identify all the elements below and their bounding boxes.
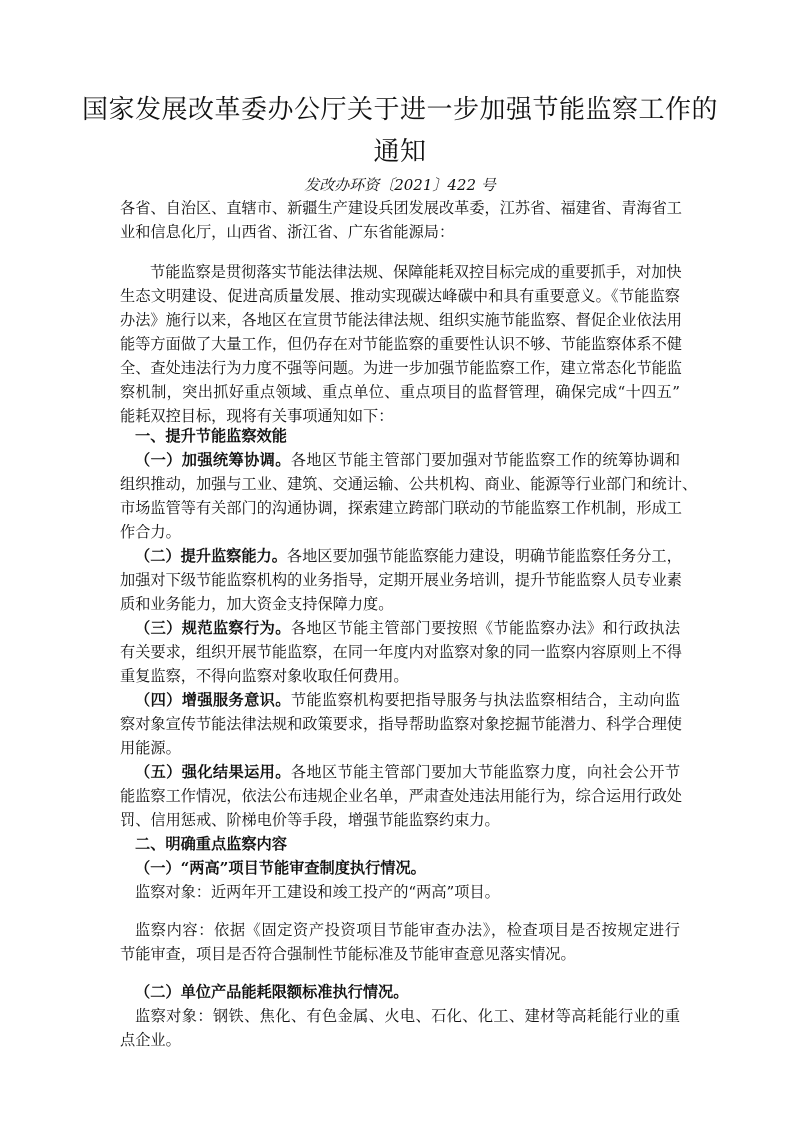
subsection-2-1-heading: （一）“两高”项目节能审查制度执行情况。: [135, 859, 426, 877]
document-title-line-1: 国家发展改革委办公厅关于进一步加强节能监察工作的: [81, 95, 718, 125]
intro-line: 办法》施行以来，各地区在宣贯节能法律法规、组织实施节能监察、督促企业依法用: [120, 311, 682, 329]
paragraph-line: 有关要求，组织开展节能监察，在同一年度内对监察对象的同一监察内容原则上不得: [120, 643, 682, 661]
subsection-heading: （二）提升监察能力。: [135, 547, 287, 565]
inspection-object-line: 点企业。: [120, 1031, 181, 1049]
document-title-line-2: 通知: [373, 137, 427, 167]
intro-line: 生态文明建设、促进高质量发展、推动实现碳达峰碳中和具有重要意义。《节能监察: [120, 287, 680, 305]
intro-line: 节能监察是贯彻落实节能法律法规、保障能耗双控目标完成的重要抓手，对加快: [150, 263, 682, 281]
paragraph-text: 各地区节能主管部门要加大节能监察力度，向社会公开节: [290, 763, 681, 781]
intro-line: 察机制，突出抓好重点领域、重点单位、重点项目的监督管理，确保完成“十四五”: [120, 383, 680, 401]
paragraph-text: 各地区节能主管部门要按照《节能监察办法》和行政执法: [290, 619, 681, 637]
paragraph-line: 加强对下级节能监察机构的业务指导，定期开展业务培训，提升节能监察人员专业素: [120, 571, 682, 589]
paragraph-1-2-first-line: [135, 544, 680, 568]
paragraph-line: 能监察工作情况，依法公布违规企业名单，严肃查处违法用能行为，综合运用行政处: [120, 787, 682, 805]
inspection-content-line: 监察内容：依据《固定资产投资项目节能审查办法》，检查项目是否按规定进行: [135, 921, 680, 939]
intro-line: 能等方面做了大量工作，但仍存在对节能监察的重要性认识不够、节能监察体系不健: [120, 335, 682, 353]
paragraph-line: 用能源。: [120, 739, 181, 757]
document-number: 发改办环资〔2021〕422 号: [304, 176, 496, 194]
section-2-heading: 二、明确重点监察内容: [135, 835, 287, 853]
paragraph-line: 察对象宣传节能法律法规和政策要求，指导帮助监察对象挖掘节能潜力、科学合理使: [120, 715, 682, 733]
subsection-heading: （一）加强统筹协调。: [135, 451, 291, 469]
paragraph-text: 各地区节能主管部门要加强对节能监察工作的统筹协调和: [290, 451, 681, 469]
paragraph-line: 组织推动，加强与工业、建筑、交通运输、公共机构、商业、能源等行业部门和统计、: [120, 475, 698, 493]
intro-line: 全、查处违法行为力度不强等问题。为进一步加强节能监察工作，建立常态化节能监: [120, 359, 682, 377]
paragraph-text: 节能监察机构要把指导服务与执法监察相结合，主动向监: [290, 691, 681, 709]
addressee-line-1: 各省、自治区、直辖市、新疆生产建设兵团发展改革委，江苏省、福建省、青海省工: [120, 199, 682, 217]
subsection-heading: （四）增强服务意识。: [135, 691, 291, 709]
inspection-object-text: 监察对象：近两年开工建设和竣工投产的“两高”项目。: [135, 883, 500, 901]
paragraph-1-5-first-line: [135, 760, 680, 784]
inspection-object-line: 监察对象：钢铁、焦化、有色金属、火电、石化、化工、建材等高耗能行业的重: [135, 1007, 680, 1025]
paragraph-1-4-first-line: [135, 688, 680, 712]
inspection-content-line: 节能审查，项目是否符合强制性节能标准及节能审查意见落实情况。: [120, 945, 576, 963]
intro-line: 能耗双控目标，现将有关事项通知如下：: [120, 407, 394, 425]
addressee-line-2: 业和信息化厅，山西省、浙江省、广东省能源局：: [120, 223, 455, 241]
paragraph-text: 各地区要加强节能监察能力建设，明确节能监察任务分工，: [286, 547, 682, 565]
paragraph-line: 作合力。: [120, 523, 181, 541]
subsection-heading: （五）强化结果运用。: [135, 763, 291, 781]
subsection-heading: （三）规范监察行为。: [135, 619, 291, 637]
paragraph-line: 重复监察，不得向监察对象收取任何费用。: [120, 667, 409, 685]
paragraph-line: 市场监管等有关部门的沟通协调，探索建立跨部门联动的节能监察工作机制，形成工: [120, 499, 682, 517]
paragraph-line: 罚、信用惩戒、阶梯电价等手段，增强节能监察约束力。: [120, 811, 500, 829]
paragraph-1-3-first-line: [135, 616, 680, 640]
paragraph-1-1-first-line: [135, 448, 680, 472]
subsection-2-2-heading: （二）单位产品能耗限额标准执行情况。: [135, 983, 409, 1001]
section-1-heading: 一、提升节能监察效能: [135, 427, 287, 445]
paragraph-line: 质和业务能力，加大资金支持保障力度。: [120, 595, 394, 613]
